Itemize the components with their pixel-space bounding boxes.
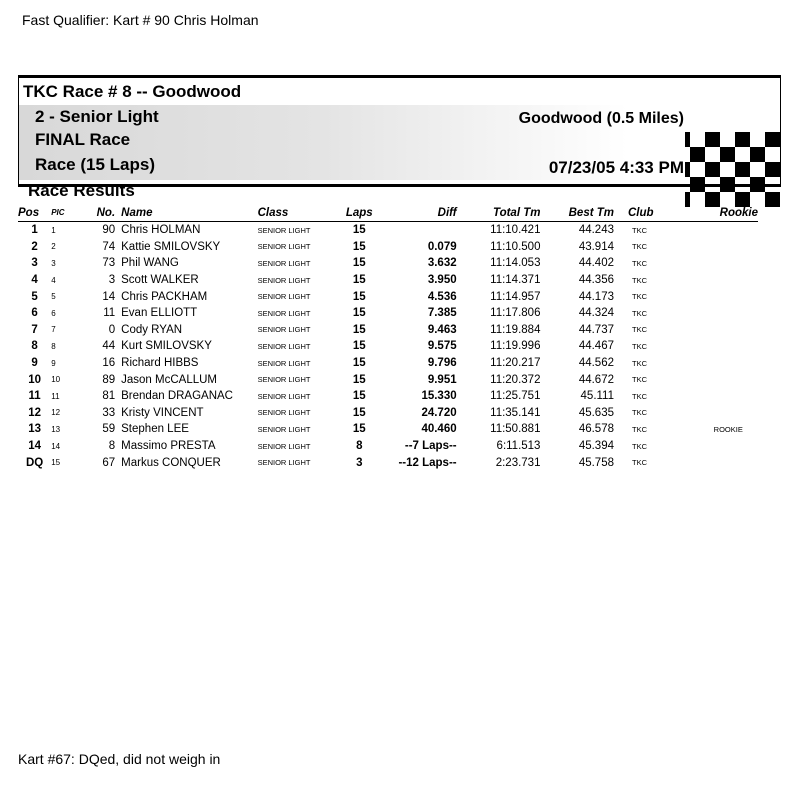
cell-diff: 24.720 (421, 406, 457, 419)
table-row (18, 305, 758, 322)
col-rookie: Rookie (692, 204, 758, 222)
cell-driver-name: Scott WALKER (121, 274, 199, 287)
cell-pic: 14 (51, 441, 61, 451)
checkered-flag-icon (685, 132, 780, 207)
cell-kart-no: 73 (102, 257, 116, 270)
cell-rookie (692, 272, 758, 289)
cell-rookie (692, 355, 758, 372)
cell-kart-no: 67 (102, 456, 116, 469)
cell-rookie (692, 388, 758, 405)
fast-qualifier-note: Fast Qualifier: Kart # 90 Chris Holman (22, 12, 259, 28)
cell-diff: --7 Laps-- (404, 440, 457, 453)
cell-laps: 15 (352, 406, 366, 419)
cell-best-time: 44.672 (578, 373, 614, 386)
cell-diff: 3.632 (427, 257, 457, 270)
cell-driver-name: Jason McCALLUM (121, 373, 218, 386)
cell-pos: 8 (31, 340, 38, 353)
cell-rookie (692, 371, 758, 388)
cell-laps: 15 (352, 373, 366, 386)
race-title: TKC Race # 8 -- Goodwood (23, 82, 242, 101)
cell-total-time: 11:20.372 (490, 373, 541, 386)
cell-best-time: 44.324 (578, 307, 614, 320)
cell-pic: 13 (51, 424, 61, 434)
cell-pos: 4 (31, 274, 38, 287)
cell-diff: --12 Laps-- (398, 456, 457, 469)
cell-best-time: 45.394 (578, 440, 614, 453)
cell-driver-name: Stephen LEE (121, 423, 189, 436)
cell-club: TKC (632, 358, 647, 368)
cell-laps: 3 (356, 456, 363, 469)
table-row (18, 255, 758, 272)
table-row (18, 454, 758, 471)
col-no: No. (75, 204, 122, 222)
race-laps: Race (15 Laps) (35, 155, 155, 174)
cell-pic: 11 (51, 391, 60, 401)
cell-driver-name: Chris PACKHAM (121, 290, 208, 303)
cell-class: SENIOR LIGHT (257, 375, 311, 385)
cell-diff: 9.575 (427, 340, 457, 353)
cell-best-time: 44.243 (578, 224, 614, 237)
cell-driver-name: Cody RYAN (121, 323, 183, 336)
table-row (18, 338, 758, 355)
cell-pos: 9 (31, 357, 38, 370)
cell-total-time: 11:20.217 (490, 357, 541, 370)
cell-total-time: 2:23.731 (495, 456, 541, 469)
cell-total-time: 11:25.751 (490, 390, 541, 403)
cell-class: SENIOR LIGHT (257, 258, 311, 268)
cell-laps: 15 (352, 357, 366, 370)
cell-kart-no: 3 (108, 274, 116, 287)
cell-rookie: ROOKIE (713, 424, 743, 434)
cell-pic: 8 (51, 341, 56, 351)
cell-diff: 9.463 (427, 323, 457, 336)
table-row (18, 288, 758, 305)
results-table (18, 204, 758, 471)
cell-total-time: 11:17.806 (490, 307, 541, 320)
cell-driver-name: Richard HIBBS (121, 357, 199, 370)
cell-kart-no: 59 (102, 423, 116, 436)
cell-best-time: 45.758 (578, 456, 614, 469)
table-row (18, 322, 758, 339)
col-class: Class (258, 204, 336, 222)
cell-kart-no: 16 (102, 357, 116, 370)
cell-diff: 4.536 (427, 290, 457, 303)
cell-rookie (692, 322, 758, 339)
cell-diff: 15.330 (421, 390, 457, 403)
cell-kart-no: 14 (102, 290, 116, 303)
cell-pos: 14 (28, 440, 41, 453)
cell-kart-no: 74 (102, 240, 116, 253)
cell-diff: 7.385 (427, 307, 457, 320)
cell-laps: 15 (352, 240, 366, 253)
cell-rookie (692, 222, 758, 239)
cell-driver-name: Markus CONQUER (121, 456, 221, 469)
cell-class: SENIOR LIGHT (257, 341, 311, 351)
cell-kart-no: 8 (108, 440, 116, 453)
cell-laps: 15 (352, 257, 366, 270)
cell-pic: 6 (51, 308, 56, 318)
cell-best-time: 44.467 (578, 340, 614, 353)
col-pic: PIC (51, 204, 74, 222)
cell-pic: 2 (51, 242, 56, 252)
cell-pos: 1 (31, 224, 38, 237)
table-row (18, 239, 758, 256)
cell-pos: 10 (28, 373, 41, 386)
cell-total-time: 11:14.371 (490, 274, 541, 287)
cell-kart-no: 90 (102, 224, 116, 237)
cell-laps: 15 (352, 224, 366, 237)
cell-pos: 13 (28, 423, 41, 436)
cell-best-time: 46.578 (578, 423, 614, 436)
cell-best-time: 44.402 (578, 257, 614, 270)
cell-total-time: 11:10.421 (490, 224, 541, 237)
col-pos: Pos (18, 204, 51, 222)
col-best-time: Best Tm (540, 204, 614, 222)
cell-rookie (692, 288, 758, 305)
cell-kart-no: 81 (102, 390, 116, 403)
cell-pos: 7 (31, 323, 38, 336)
cell-driver-name: Kurt SMILOVSKY (121, 340, 212, 353)
cell-club: TKC (632, 258, 647, 268)
cell-pos: 5 (31, 290, 38, 303)
cell-kart-no: 0 (108, 323, 116, 336)
cell-diff: 0.079 (427, 240, 457, 253)
cell-class: SENIOR LIGHT (257, 424, 311, 434)
cell-club: TKC (632, 225, 647, 235)
cell-class: SENIOR LIGHT (257, 458, 311, 468)
cell-class: SENIOR LIGHT (257, 225, 311, 235)
cell-rookie (692, 239, 758, 256)
cell-kart-no: 89 (102, 373, 116, 386)
cell-total-time: 11:19.996 (490, 340, 541, 353)
cell-club: TKC (632, 292, 647, 302)
col-name: Name (121, 204, 257, 222)
cell-club: TKC (632, 275, 647, 285)
cell-total-time: 11:10.500 (490, 240, 541, 253)
cell-pic: 12 (51, 408, 61, 418)
cell-best-time: 43.914 (578, 240, 614, 253)
results-header-row (18, 204, 758, 222)
cell-laps: 15 (352, 274, 366, 287)
cell-pic: 4 (51, 275, 56, 285)
cell-pos: DQ (25, 456, 44, 469)
cell-pic: 1 (51, 225, 56, 235)
col-total-time: Total Tm (457, 204, 541, 222)
cell-driver-name: Massimo PRESTA (121, 440, 216, 453)
cell-total-time: 11:14.053 (490, 257, 541, 270)
cell-club: TKC (632, 424, 647, 434)
cell-kart-no: 11 (103, 307, 116, 320)
col-laps: Laps (336, 204, 383, 222)
cell-best-time: 44.562 (578, 357, 614, 370)
cell-best-time: 44.356 (578, 274, 614, 287)
cell-club: TKC (632, 408, 647, 418)
race-date-time: 07/23/05 4:33 PM (548, 158, 684, 177)
cell-club: TKC (632, 458, 647, 468)
cell-total-time: 11:50.881 (490, 423, 541, 436)
track-name: Goodwood (0.5 Miles) (518, 110, 684, 127)
table-row (18, 272, 758, 289)
cell-pic: 3 (51, 258, 56, 268)
table-row (18, 405, 758, 422)
cell-diff: 9.796 (427, 357, 457, 370)
cell-club: TKC (632, 341, 647, 351)
cell-rookie (692, 438, 758, 455)
cell-club: TKC (632, 375, 647, 385)
cell-total-time: 6:11.513 (496, 440, 541, 453)
cell-driver-name: Evan ELLIOTT (121, 307, 198, 320)
cell-pos: 2 (31, 240, 38, 253)
cell-laps: 15 (352, 307, 366, 320)
cell-kart-no: 44 (102, 340, 116, 353)
cell-laps: 15 (352, 290, 366, 303)
cell-diff: 40.460 (421, 423, 457, 436)
table-row (18, 371, 758, 388)
cell-class: SENIOR LIGHT (257, 242, 311, 252)
footnote: Kart #67: DQed, did not weigh in (18, 751, 221, 767)
cell-best-time: 45.111 (580, 390, 614, 403)
cell-pos: 12 (28, 406, 41, 419)
cell-club: TKC (632, 391, 647, 401)
cell-rookie (692, 405, 758, 422)
cell-class: SENIOR LIGHT (257, 408, 311, 418)
cell-pic: 10 (51, 375, 61, 385)
cell-best-time: 44.737 (578, 323, 614, 336)
table-row (18, 388, 758, 405)
cell-total-time: 11:35.141 (490, 406, 541, 419)
cell-driver-name: Brendan DRAGANAC (121, 390, 233, 403)
cell-pos: 6 (31, 307, 38, 320)
cell-laps: 15 (352, 390, 366, 403)
cell-driver-name: Kristy VINCENT (121, 406, 204, 419)
cell-driver-name: Chris HOLMAN (121, 224, 201, 237)
cell-rookie (692, 454, 758, 471)
col-club: Club (614, 204, 692, 222)
table-row (18, 421, 758, 438)
cell-pic: 7 (51, 325, 56, 335)
table-row (18, 222, 758, 239)
col-diff: Diff (383, 204, 457, 222)
cell-total-time: 11:14.957 (490, 290, 541, 303)
cell-pos: 3 (31, 257, 38, 270)
cell-best-time: 45.635 (578, 406, 614, 419)
table-row (18, 438, 758, 455)
cell-laps: 15 (352, 423, 366, 436)
results-heading: Race Results (28, 181, 135, 200)
cell-driver-name: Phil WANG (121, 257, 179, 270)
cell-pic: 9 (51, 358, 56, 368)
cell-laps: 15 (352, 323, 366, 336)
cell-class: SENIOR LIGHT (257, 275, 311, 285)
session-name: FINAL Race (35, 130, 131, 149)
cell-class: SENIOR LIGHT (257, 292, 311, 302)
cell-class: SENIOR LIGHT (257, 308, 311, 318)
cell-pic: 5 (51, 292, 56, 302)
cell-diff: 9.951 (427, 373, 457, 386)
cell-club: TKC (632, 325, 647, 335)
cell-club: TKC (632, 308, 647, 318)
cell-best-time: 44.173 (578, 290, 614, 303)
cell-diff (383, 222, 457, 239)
cell-driver-name: Kattie SMILOVSKY (121, 240, 221, 253)
cell-rookie (692, 338, 758, 355)
cell-class: SENIOR LIGHT (257, 391, 311, 401)
class-line: 2 - Senior Light (35, 107, 159, 126)
cell-pic: 15 (51, 458, 61, 468)
cell-class: SENIOR LIGHT (257, 325, 311, 335)
cell-diff: 3.950 (427, 274, 457, 287)
cell-total-time: 11:19.884 (490, 323, 541, 336)
cell-laps: 8 (356, 440, 363, 453)
cell-laps: 15 (352, 340, 366, 353)
cell-club: TKC (632, 242, 647, 252)
cell-class: SENIOR LIGHT (257, 358, 311, 368)
race-header-box (18, 75, 781, 187)
cell-rookie (692, 255, 758, 272)
cell-club: TKC (632, 441, 647, 451)
cell-kart-no: 33 (102, 406, 116, 419)
cell-class: SENIOR LIGHT (257, 441, 311, 451)
table-row (18, 355, 758, 372)
cell-rookie (692, 305, 758, 322)
cell-pos: 11 (28, 390, 41, 403)
